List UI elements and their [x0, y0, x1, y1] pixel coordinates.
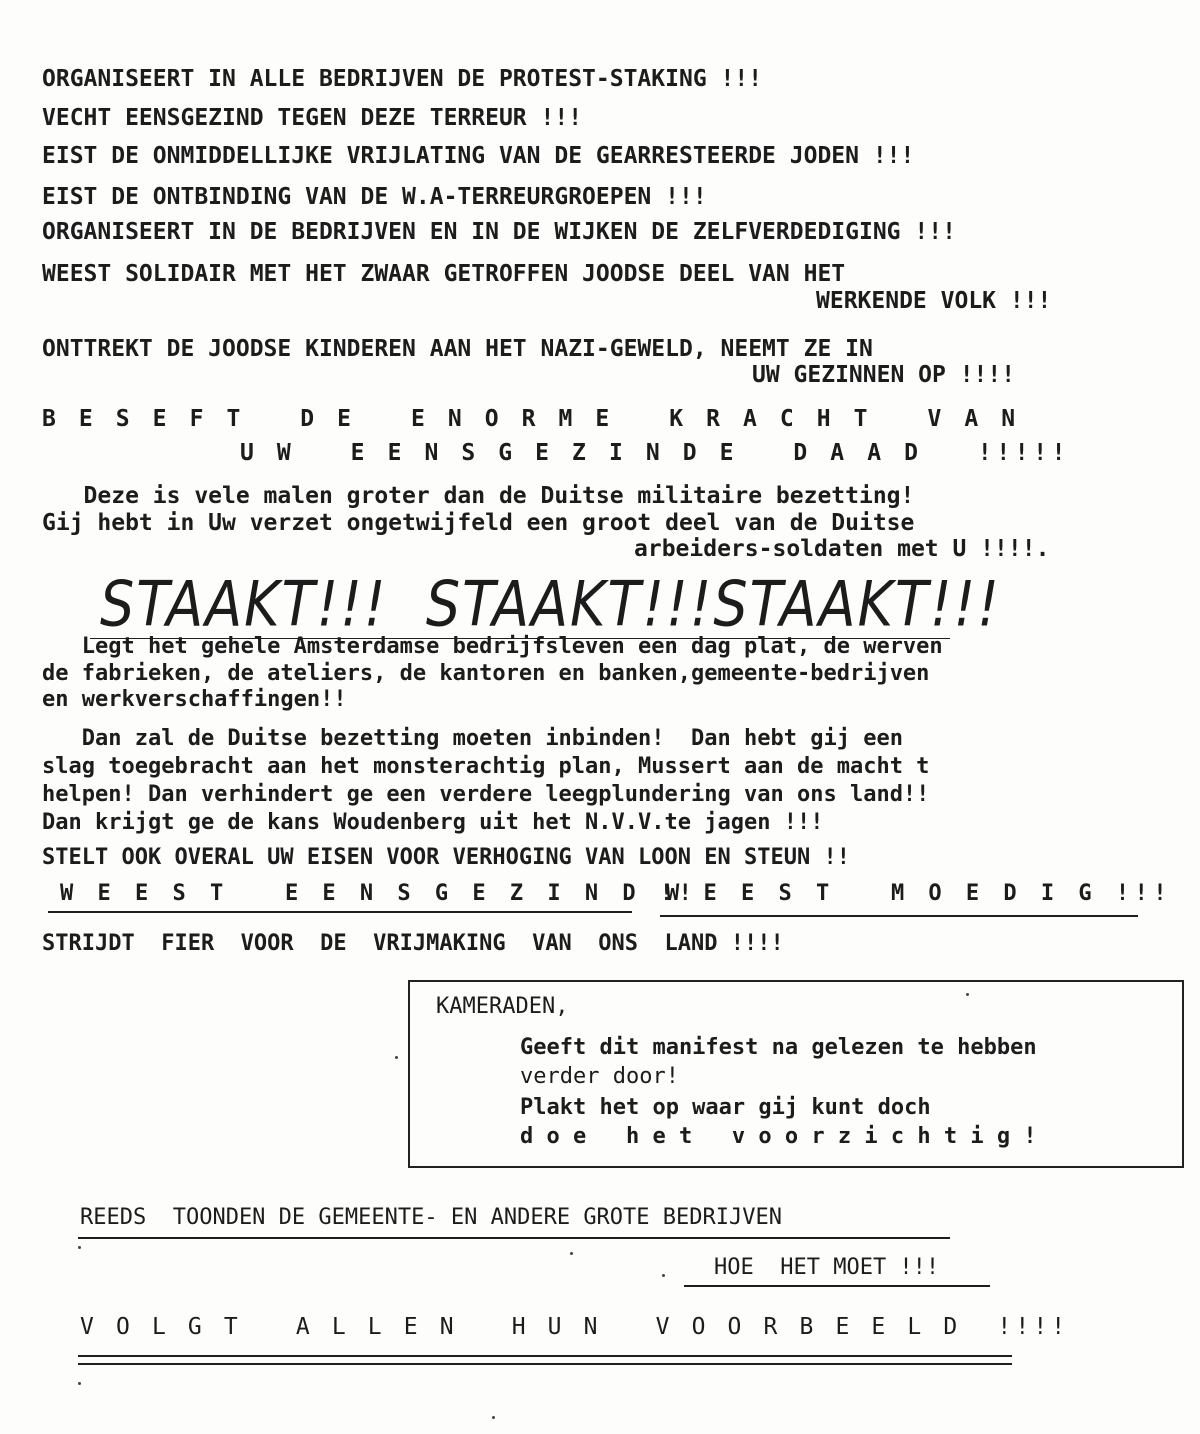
para3-line5: STELT OOK OVERAL UW EISEN VOOR VERHOGING VAN LOON EN STEUN !! [42, 845, 850, 870]
para2-line3: en werkverschaffingen!! [42, 687, 347, 712]
para3-line3: helpen! Dan verhindert ge een verdere leegplundering van ons land!! [42, 782, 930, 807]
demand-solidarity-line1: WEEST SOLIDAIR MET HET ZWAAR GETROFFEN JOODSE DEEL VAN HET [42, 261, 846, 287]
comrades-line1: Geeft dit manifest na gelezen te hebben [520, 1035, 1037, 1060]
realize-power-line1: B E S E F T D E E N O R M E K R A C H T V A N [42, 406, 1020, 432]
para2-line1: Legt het gehele Amsterdamse bedrijfsleven een dag plat, de werven [42, 634, 943, 659]
strike-heading-text: STAAKT!!! STAAKT!!!STAAKT!!! [100, 568, 1001, 641]
footer-rule2 [684, 1285, 990, 1287]
slogan-united: W E E S T E E N S G E Z I N D !! [60, 881, 698, 906]
demand-self-defense: ORGANISEERT IN DE BEDRIJVEN EN IN DE WIJKEN DE ZELFVERDEDIGING !!! [42, 219, 956, 245]
paper-speck [395, 1056, 398, 1059]
paper-speck [78, 1382, 81, 1385]
demand-solidarity-line2: WERKENDE VOLK !!! [816, 288, 1052, 314]
demand-children-line1: ONTTREKT DE JOODSE KINDEREN AAN HET NAZI-GEWELD, NEEMT ZE IN [42, 336, 873, 362]
para1-line1: Deze is vele malen groter dan de Duitse militaire bezetting! [42, 483, 915, 509]
para3-line4: Dan krijgt ge de kans Woudenberg uit het N.V.V.te jagen !!! [42, 810, 824, 835]
demand-dissolve-wa: EIST DE ONTBINDING VAN DE W.A-TERREURGROEPEN !!! [42, 184, 707, 210]
para3-line1: Dan zal de Duitse bezetting moeten inbinden! Dan hebt gij een [42, 726, 903, 751]
comrades-line4: d o e h e t v o o r z i c h t i g ! [520, 1124, 1037, 1149]
para3-line2: slag toegebracht aan het monsterachtig plan, Mussert aan de macht t [42, 754, 930, 779]
paper-speck [662, 1274, 665, 1277]
footer-line2: HOE HET MOET !!! [714, 1255, 940, 1280]
footer-rule1 [78, 1237, 950, 1239]
strike-heading [100, 568, 1001, 641]
para1-line3: arbeiders-soldaten met U !!!!. [634, 536, 1050, 562]
comrades-line2: verder door! [520, 1064, 679, 1089]
paper-speck [492, 1416, 495, 1419]
paper-speck [966, 993, 969, 996]
footer-line3: V O L G T A L L E N H U N V O O R B E E L D !!!! [80, 1314, 1070, 1340]
footer-rule4 [78, 1363, 1012, 1365]
comrades-line3: Plakt het op waar gij kunt doch [520, 1095, 931, 1120]
slogan-underline-left [48, 911, 632, 913]
demand-release-jews: EIST DE ONMIDDELLIJKE VRIJLATING VAN DE GEARRESTEERDE JODEN !!! [42, 143, 915, 169]
demand-fight-terror: VECHT EENSGEZIND TEGEN DEZE TERREUR !!! [42, 105, 583, 131]
para2-line2: de fabrieken, de ateliers, de kantoren en banken,gemeente-bedrijven [42, 661, 930, 686]
demand-children-line2: UW GEZINNEN OP !!!! [752, 362, 1016, 388]
slogan-brave: W E E S T M O E D I G !!! [666, 881, 1173, 906]
paper-speck [78, 1246, 81, 1249]
footer-rule3 [78, 1355, 1012, 1357]
comrades-salutation: KAMERADEN, [436, 994, 569, 1019]
paper-speck [570, 1252, 573, 1255]
demand-protest-strike: ORGANISEERT IN ALLE BEDRIJVEN DE PROTEST-STAKING !!! [42, 66, 763, 92]
realize-power-line2: U W E E N S G E Z I N D E D A A D !!!!! [240, 440, 1071, 466]
slogan-underline-right [660, 915, 1138, 917]
liberation-line: STRIJDT FIER VOOR DE VRIJMAKING VAN ONS LAND !!!! [42, 931, 784, 956]
para1-line2: Gij hebt in Uw verzet ongetwijfeld een groot deel van de Duitse [42, 510, 915, 536]
footer-line1: REEDS TOONDEN DE GEMEENTE- EN ANDERE GROTE BEDRIJVEN [80, 1205, 782, 1230]
